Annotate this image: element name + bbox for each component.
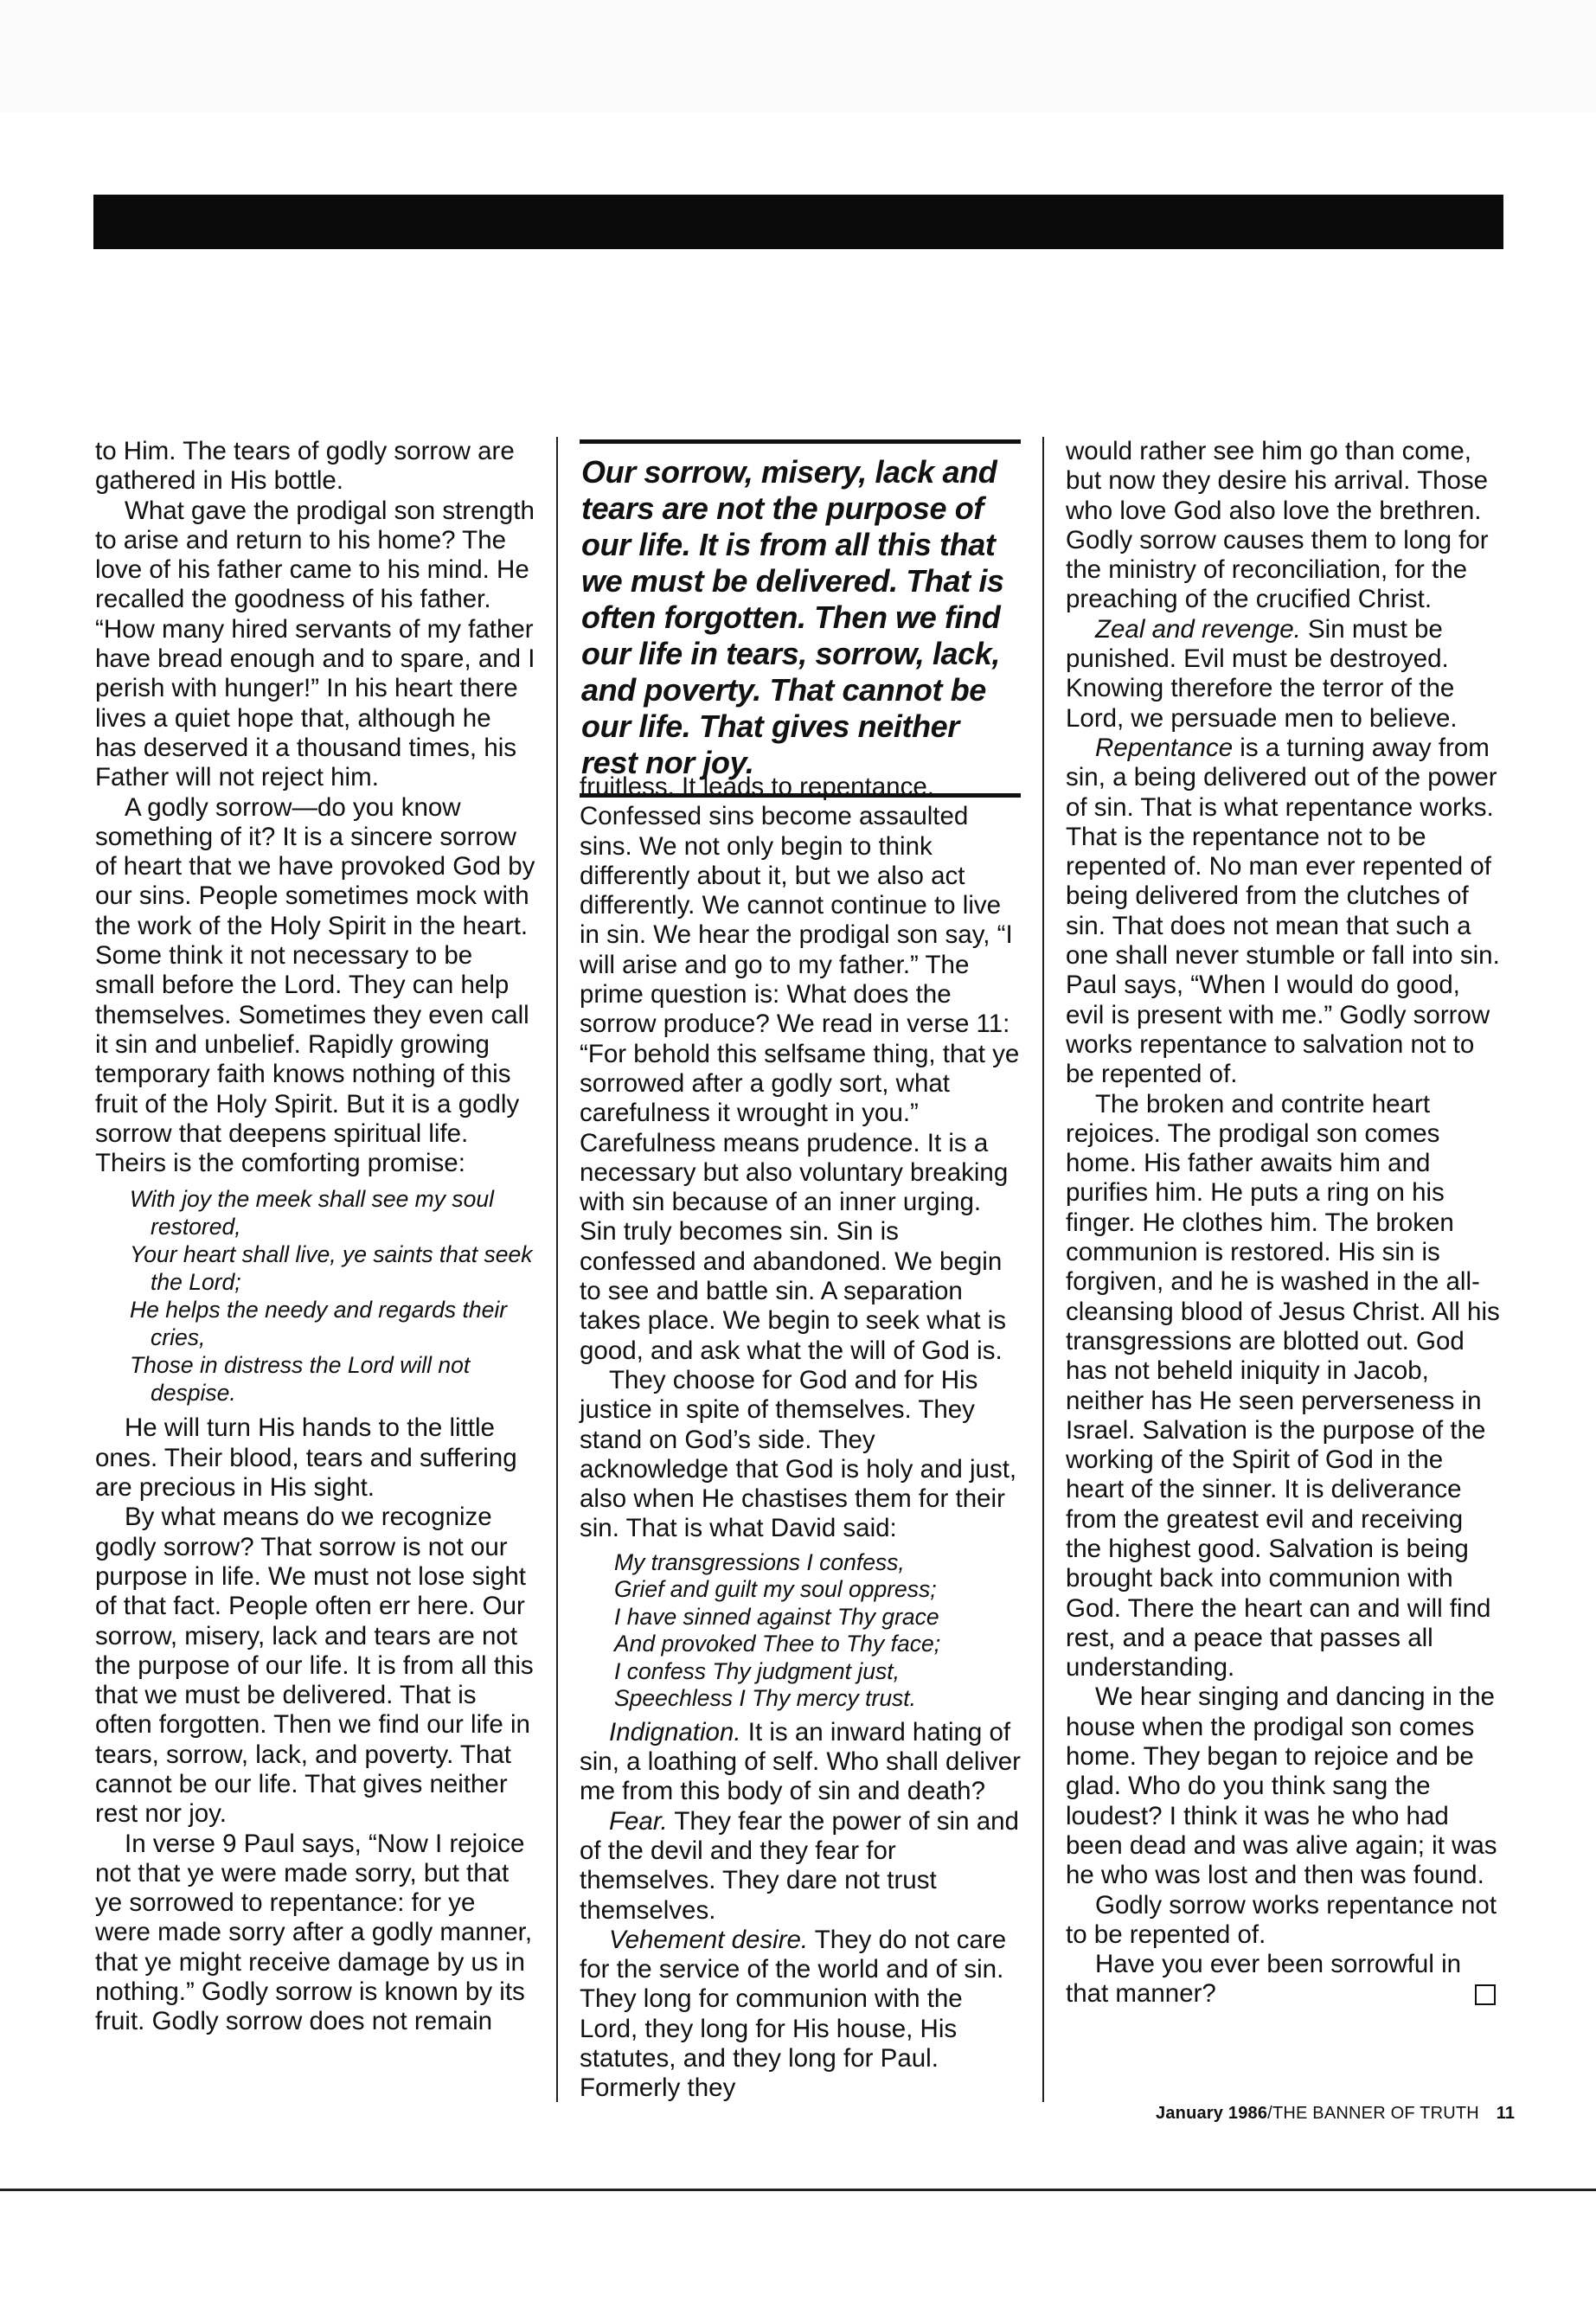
paragraph-lead: Vehement desire. xyxy=(609,1925,809,1954)
pull-quote xyxy=(580,439,1021,798)
paragraph: In verse 9 Paul says, “Now I rejoice not that ye were made sorry, but that ye sorrowed to repentance: for ye were made sorry after a godly manner, that ye might receive damage by us in nothing.” Godly sorrow is known by its fruit. Godly sorrow does not remain xyxy=(95,1829,533,2036)
poem-line: Grief and guilt my soul oppress; xyxy=(614,1576,937,1603)
pull-quote-text: Our sorrow, misery, lack and tears are not the purpose of our life. It is from all this that we must be delivered. That is often forgotten. Then we find our life in tears, sorrow, lack, and poverty. That cannot be our life. That gives neither rest nor joy. xyxy=(581,454,1004,780)
paragraph xyxy=(580,1926,1021,2104)
paragraph-lead: Indignation. xyxy=(609,1717,741,1747)
footer-magazine: THE BANNER OF TRUTH xyxy=(1272,2104,1479,2123)
poem-line: My transgressions I confess, xyxy=(614,1548,905,1575)
paragraph: What gave the prodigal son strength to arise and return to his home? The love of his father came to his mind. He recalled the goodness of his father. “How many hired servants of my father have bread enough and to spare, and I perish with hunger!” In his heart there lives a quiet hope that, although he has deserved it a thousand times, his Father will not reject him. xyxy=(95,496,535,792)
column-3 xyxy=(1066,437,1503,2009)
paragraph: to Him. The tears of godly sorrow are gathered in His bottle. xyxy=(95,437,515,496)
paragraph-body: It is an inward hating of sin, a loathing of self. Who shall deliver me from this body of sin and death? xyxy=(580,1717,1021,1806)
paragraph: fruitless. It leads to repentance. Confessed sins become assaulted sins. We not only begin to think differently about it, but we also act differently. We cannot continue to live in sin. We hear the prodigal son say, “I will arise and go to my father.” The prime question is: What does the sorrow produce? We read in verse 11: “For behold this selfsame thing, that ye sorrowed after a godly sort, what carefulness it wrought in you.” Carefulness means prudence. It is a necessary but also voluntary breaking with sin because of an inner urging. Sin truly becomes sin. Sin is confessed and abandoned. We begin to see and battle sin. A separation takes place. We begin to seek what is good, and ask what the will of God is. xyxy=(580,772,1020,1365)
paragraph xyxy=(1066,1950,1503,2009)
column-divider xyxy=(556,437,558,2102)
poem-line: Those in distress the Lord will not despise. xyxy=(130,1352,471,1407)
paragraph: He will turn His hands to the little ones. Their blood, tears and suffering are precious in His sight. xyxy=(95,1413,517,1503)
paragraph: The broken and contrite heart rejoices. The prodigal son comes home. His father awaits him and purifies him. He puts a ring on his finger. He clothes him. The broken communion is restored. His sin is forgiven, and he is washed in the all-cleansing blood of Jesus Christ. All his transgressions are blotted out. God has not beheld iniquity in Jacob, neither has He seen perverseness in Israel. Salvation is the purpose of the working of the Spirit of God in the heart of the sinner. It is deliverance from the greatest evil and receiving the highest good. Salvation is being brought back into communion with God. There the heart can and will find rest, and a peace that passes all understanding. xyxy=(1066,1089,1500,1682)
poem-line: And provoked Thee to Thy face; xyxy=(614,1631,941,1657)
column-2 xyxy=(580,772,1021,2104)
end-mark-icon xyxy=(1475,1984,1496,2005)
poem-line: I have sinned against Thy grace xyxy=(614,1603,939,1630)
paragraph-body: Sin must be punished. Evil must be destroyed. Knowing therefore the terror of the Lord, we persuade men to believe. xyxy=(1066,614,1458,733)
psalm-quote-2 xyxy=(614,1549,1021,1713)
paragraph-body: They do not care for the service of the world and of sin. They long for communion with the Lord, they long for His house, His statutes, and they long for Paul. Formerly they xyxy=(580,1925,1007,2103)
footer-separator: / xyxy=(1267,2104,1272,2123)
page-footer xyxy=(1156,2104,1515,2124)
paragraph xyxy=(580,1807,1021,1926)
paragraph-body: Have you ever been sorrowful in that manner? xyxy=(1066,1950,1462,2009)
poem-line: With joy the meek shall see my soul restored, xyxy=(130,1186,494,1240)
top-margin xyxy=(0,0,1596,112)
paragraph-lead: Repentance xyxy=(1095,733,1234,762)
footer-date: January 1986 xyxy=(1156,2104,1268,2123)
paragraph xyxy=(1066,615,1503,734)
bottom-margin xyxy=(0,2191,1596,2301)
paragraph-body: is a turning away from sin, a being delivered out of the power of sin. That is what repentance works. That is the repentance not to be repented of. No man ever repented of being delivered from the clutches of sin. That does not mean that such a one shall never stumble or fall into sin. Paul says, “When I would do good, evil is present with me.” Godly sorrow works repentance to salvation not to be repented of. xyxy=(1066,733,1500,1089)
page-number: 11 xyxy=(1496,2104,1516,2123)
poem-line: He helps the needy and regards their cries, xyxy=(130,1297,508,1351)
paragraph: We hear singing and dancing in the house when the prodigal son comes home. They began to rejoice and be glad. Who do you think sang the loudest? I think it was he who had been dead and was alive again; it was he who was lost and then was found. xyxy=(1066,1682,1497,1890)
paragraph: By what means do we recognize godly sorrow? That sorrow is not our purpose in life. We must not lose sight of that fact. People often err here. Our sorrow, misery, lack and tears are not the purpose of our life. It is from all this that we must be delivered. That is often forgotten. Then we find our life in tears, sorrow, lack, and poverty. That cannot be our life. That gives neither rest nor joy. xyxy=(95,1503,534,1829)
psalm-quote-1 xyxy=(130,1185,536,1407)
paragraph: would rather see him go than come, but now they desire his arrival. Those who love God also love the brethren. Godly sorrow causes them to long for the ministry of reconciliation, for the preaching of the crucified Christ. xyxy=(1066,437,1489,614)
paragraph: They choose for God and for His justice in spite of themselves. They stand on God’s side. They acknowledge that God is holy and just, also when He chastises them for their sin. That is what David said: xyxy=(580,1365,1017,1543)
paragraph-body: They fear the power of sin and of the devil and they fear for themselves. They dare not trust themselves. xyxy=(580,1806,1019,1925)
column-divider xyxy=(1042,437,1044,2102)
paragraph: Godly sorrow works repentance not to be repented of. xyxy=(1066,1890,1497,1949)
paragraph xyxy=(1066,734,1503,1090)
poem-line: I confess Thy judgment just, xyxy=(614,1657,900,1684)
paragraph: A godly sorrow—do you know something of it? It is a sincere sorrow of heart that we have provoked God by our sins. People sometimes mock with the work of the Holy Spirit in the heart. Some think it not necessary to be small before the Lord. They can help themselves. Sometimes they even call it sin and unbelief. Rapidly growing temporary faith knows nothing of this fruit of the Holy Spirit. But it is a godly sorrow that deepens spiritual life. Theirs is the comforting promise: xyxy=(95,792,535,1178)
poem-line: Speechless I Thy mercy trust. xyxy=(614,1685,917,1712)
paragraph-lead: Fear. xyxy=(609,1806,668,1836)
paragraph-lead: Zeal and revenge. xyxy=(1095,614,1301,644)
column-1 xyxy=(95,437,536,2037)
paragraph xyxy=(580,1718,1021,1807)
poem-line: Your heart shall live, ye saints that seek the Lord; xyxy=(130,1241,533,1296)
header-black-bar xyxy=(93,195,1503,249)
